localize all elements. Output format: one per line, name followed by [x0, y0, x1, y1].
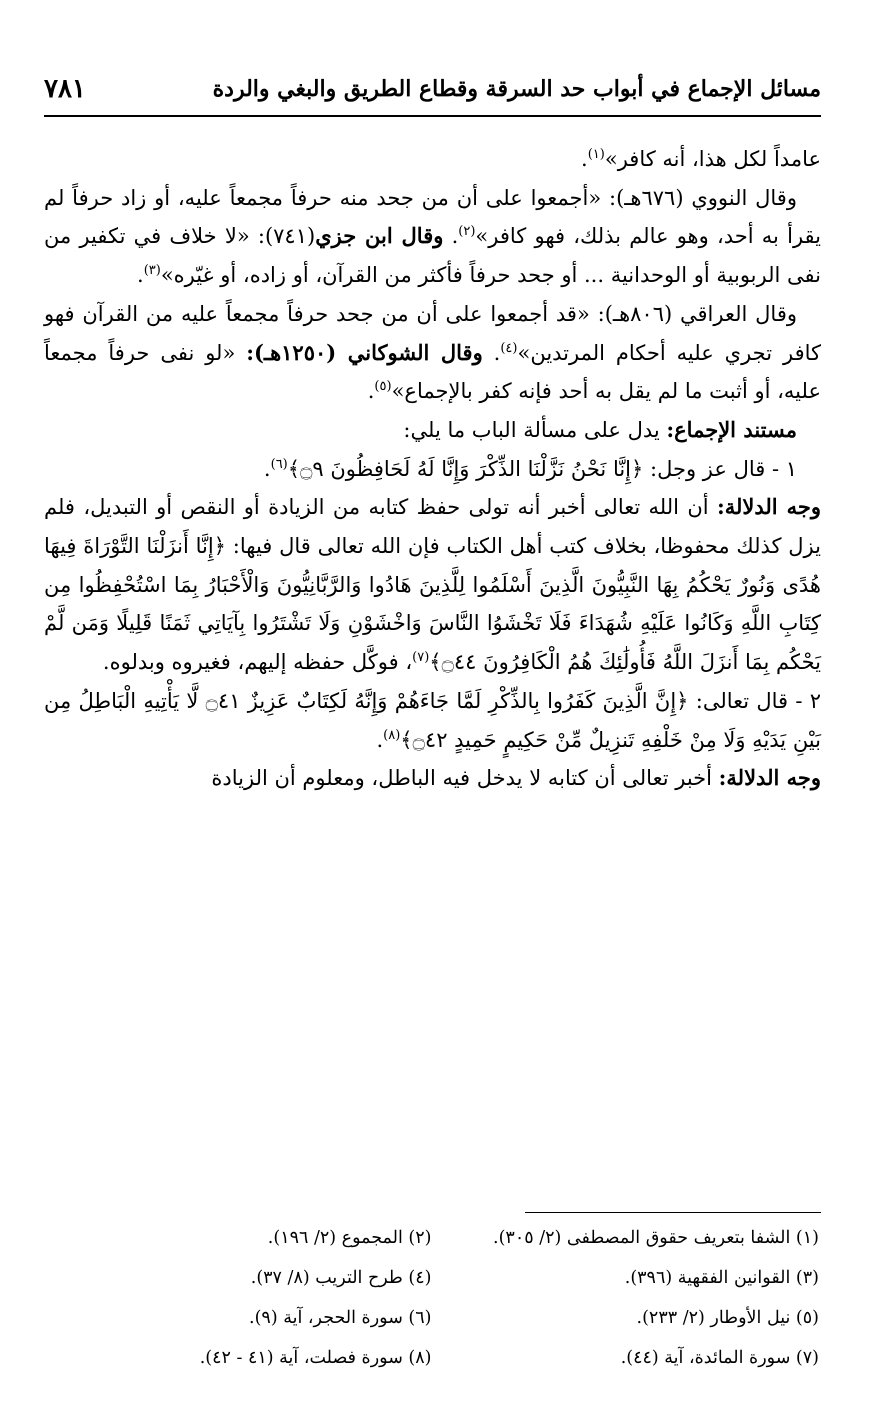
- paragraph-4: مستند الإجماع: يدل على مسألة الباب ما يلي:: [403, 416, 797, 442]
- footnote-ref[interactable]: (٣): [143, 263, 161, 279]
- footnote-item: (٢) المجموع (٢/ ١٩٦).: [267, 1228, 432, 1248]
- footnote-ref[interactable]: (٤): [500, 340, 518, 356]
- running-header: [44, 72, 821, 108]
- footnote-item: (١) الشفا بتعريف حقوق المصطفى (٢/ ٣٠٥).: [493, 1228, 819, 1248]
- paragraph-3: وقال العراقي (٨٠٦هـ): «قد أجمعوا على أن من جحد حرفاً مجمعاً عليه من القرآن فهو كافر تجري عليه أحكام المرتدين»$^{(٤)}$. وقال الشوكاني (١٢٥٠هـ): «لو نفى حرفاً مجمعاً عليه، أو أثبت ما لم يقل به أحد فإنه كفر بالإجماع»$^{(٥)}$.: [44, 301, 822, 404]
- footnote-item: (٧) سورة المائدة، آية (٤٤).: [620, 1348, 819, 1368]
- main-text: [44, 140, 821, 798]
- section-heading: وجه الدلالة:: [716, 494, 821, 520]
- paragraph-8: وجه الدلالة: أخبر تعالى أن كتابه لا يدخل فيه الباطل، ومعلوم أن الزيادة: [211, 765, 821, 791]
- quran-verse: ﴿إِنَّا نَحْنُ نَزَّلْنَا الذِّكْرَ وَإِنَّا لَهُ لَحَافِظُونَ ۝٩﴾: [287, 456, 644, 481]
- paragraph-6: وجه الدلالة: أن الله تعالى أخبر أنه تولى حفظ كتابه من الزيادة أو النقص أو التبديل، فلم يزل كذلك محفوظا، بخلاف كتب أهل الكتاب فإن الله تعالى قال فيها: ﴿إِنَّا أَنزَلْنَا التَّوْرَاةَ فِيهَا هُدًى وَنُورٌ يَحْكُمُ بِهَا النَّبِيُّونَ الَّذِينَ أَسْلَمُوا لِلَّذِينَ هَادُوا وَالرَّبَّانِيُّونَ وَالْأَحْبَارُ بِمَا اسْتُحْفِظُوا مِن كِتَابِ اللَّهِ وَكَانُوا عَلَيْهِ شُهَدَاءَ فَلَا تَخْشَوُا النَّاسَ وَاخْشَوْنِ وَلَا تَشْتَرُوا بِآيَاتِي ثَمَنًا قَلِيلًا وَمَن لَّمْ يَحْكُم بِمَا أَنزَلَ اللَّهُ فَأُولَٰئِكَ هُمُ الْكَافِرُونَ ۝٤٤﴾$^{(٧)}$، فوكَّل حفظه إليهم، فغيروه وبدلوه.: [44, 494, 821, 675]
- quran-verse: ﴿إِنَّ الَّذِينَ كَفَرُوا بِالذِّكْرِ لَمَّا جَاءَهُمْ وَإِنَّهُ لَكِتَابٌ عَزِيزٌ ۝٤١ لَّا يَأْتِيهِ الْبَاطِلُ مِن بَيْنِ يَدَيْهِ وَلَا مِنْ خَلْفِهِ تَنزِيلٌ مِّنْ حَكِيمٍ حَمِيدٍ ۝٤٢﴾: [44, 688, 821, 752]
- header-rule: [44, 115, 821, 117]
- page-number: ٧٨١: [44, 74, 86, 104]
- footnote-item: (٨) سورة فصلت، آية (٤١ - ٤٢).: [199, 1348, 432, 1368]
- section-heading: وجه الدلالة:: [718, 765, 821, 791]
- footnote-ref[interactable]: (٦): [270, 456, 288, 472]
- footnote-item: (٣) القوانين الفقهية (٣٩٦).: [624, 1268, 819, 1288]
- footnote-ref[interactable]: (٧): [412, 650, 430, 666]
- section-heading: مستند الإجماع:: [666, 416, 797, 442]
- footnotes: [44, 1228, 819, 1388]
- footnote-item: (٦) سورة الحجر، آية (٩).: [249, 1308, 432, 1328]
- paragraph-5: ١ - قال عز وجل: ﴿إِنَّا نَحْنُ نَزَّلْنَا الذِّكْرَ وَإِنَّا لَهُ لَحَافِظُونَ ۝٩﴾$^{(٦)}$.: [263, 456, 797, 481]
- header-title: مسائل الإجماع في أبواب حد السرقة وقطاع الطريق والبغي والردة: [212, 76, 821, 102]
- footnote-rule: [525, 1212, 821, 1213]
- scholar-name: وقال ابن جزي: [315, 223, 444, 249]
- paragraph-1: عامداً لكل هذا، أنه كافر»$^{(١)}$.: [581, 147, 821, 171]
- quran-verse: ﴿إِنَّا أَنزَلْنَا التَّوْرَاةَ فِيهَا هُدًى وَنُورٌ يَحْكُمُ بِهَا النَّبِيُّونَ الَّذِينَ أَسْلَمُوا لِلَّذِينَ هَادُوا وَالرَّبَّانِيُّونَ وَالْأَحْبَارُ بِمَا اسْتُحْفِظُوا مِن كِتَابِ اللَّهِ وَكَانُوا عَلَيْهِ شُهَدَاءَ فَلَا تَخْشَوُا النَّاسَ وَاخْشَوْنِ وَلَا تَشْتَرُوا بِآيَاتِي ثَمَنًا قَلِيلًا وَمَن لَّمْ يَحْكُم بِمَا أَنزَلَ اللَّهُ فَأُولَٰئِكَ هُمُ الْكَافِرُونَ ۝٤٤﴾: [44, 534, 821, 675]
- footnote-ref[interactable]: (١): [587, 147, 605, 162]
- footnote-item: (٥) نيل الأوطار (٢/ ٢٣٣).: [636, 1308, 819, 1328]
- footnote-ref[interactable]: (٢): [458, 224, 476, 240]
- footnote-ref[interactable]: (٥): [374, 379, 392, 395]
- footnote-item: (٤) طرح التريب (٨/ ٣٧).: [250, 1268, 432, 1288]
- paragraph-2: وقال النووي (٦٧٦هـ): «أجمعوا على أن من جحد منه حرفاً مجمعاً عليه، أو زاد حرفاً لم يقرأ به أحد، وهو عالم بذلك، فهو كافر»$^{(٢)}$. وقال ابن جزي(٧٤١): «لا خلاف في تكفير من نفى الربوبية أو الوحدانية ... أو جحد حرفاً فأكثر من القرآن، أو زاده، أو غيّره»$^{(٣)}$.: [44, 185, 821, 288]
- scholar-name: وقال الشوكاني (١٢٥٠هـ):: [246, 339, 483, 365]
- footnote-ref[interactable]: (٨): [383, 727, 401, 743]
- paragraph-7: ٢ - قال تعالى: ﴿إِنَّ الَّذِينَ كَفَرُوا بِالذِّكْرِ لَمَّا جَاءَهُمْ وَإِنَّهُ لَكِتَابٌ عَزِيزٌ ۝٤١ لَّا يَأْتِيهِ الْبَاطِلُ مِن بَيْنِ يَدَيْهِ وَلَا مِنْ خَلْفِهِ تَنزِيلٌ مِّنْ حَكِيمٍ حَمِيدٍ ۝٤٢﴾$^{(٨)}$.: [44, 688, 822, 752]
